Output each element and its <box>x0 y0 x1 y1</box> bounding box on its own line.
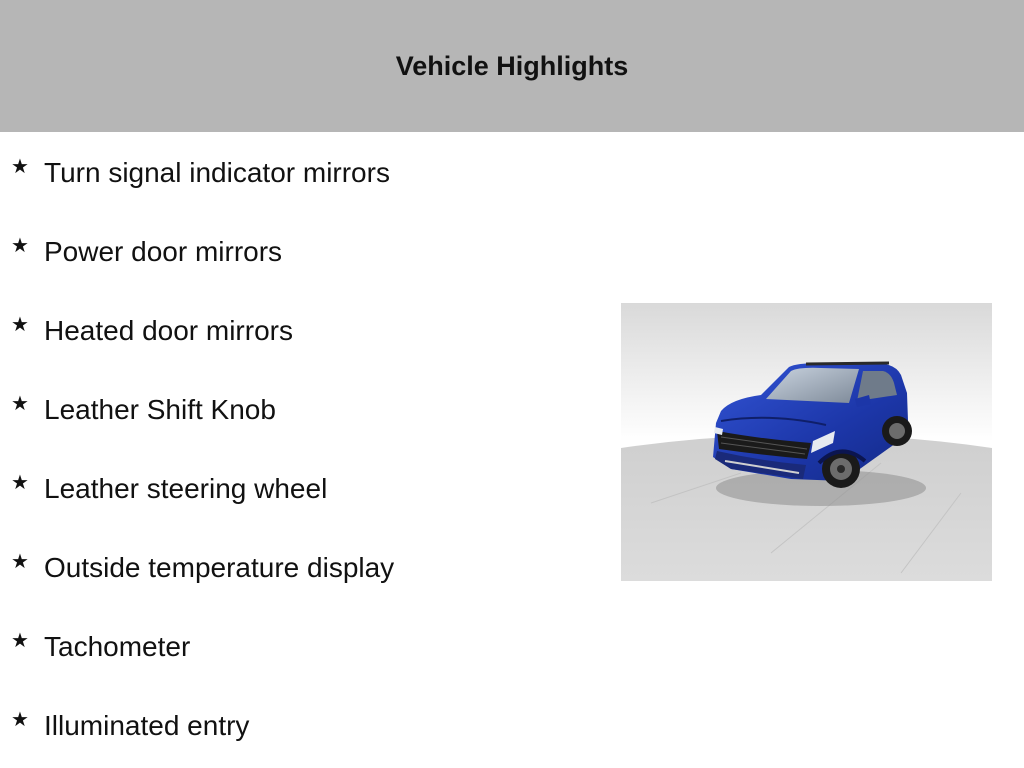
header-bar <box>0 0 1024 132</box>
feature-label: Outside temperature display <box>44 552 395 583</box>
star-icon: ★ <box>11 628 29 652</box>
vehicle-photo <box>621 303 992 581</box>
star-icon: ★ <box>11 233 29 257</box>
feature-label: Turn signal indicator mirrors <box>44 157 390 188</box>
star-icon: ★ <box>11 154 29 178</box>
feature-label: Leather steering wheel <box>44 473 328 504</box>
feature-label: Tachometer <box>44 631 191 662</box>
feature-label: Heated door mirrors <box>44 315 293 346</box>
star-icon: ★ <box>11 391 29 415</box>
feature-label: Illuminated entry <box>44 710 250 741</box>
feature-label: Power door mirrors <box>44 236 283 267</box>
star-icon: ★ <box>11 470 29 494</box>
star-icon: ★ <box>11 312 29 336</box>
star-icon: ★ <box>11 707 29 731</box>
page-title: Vehicle Highlights <box>395 50 629 81</box>
star-icon: ★ <box>11 549 29 573</box>
feature-label: Leather Shift Knob <box>44 394 276 425</box>
